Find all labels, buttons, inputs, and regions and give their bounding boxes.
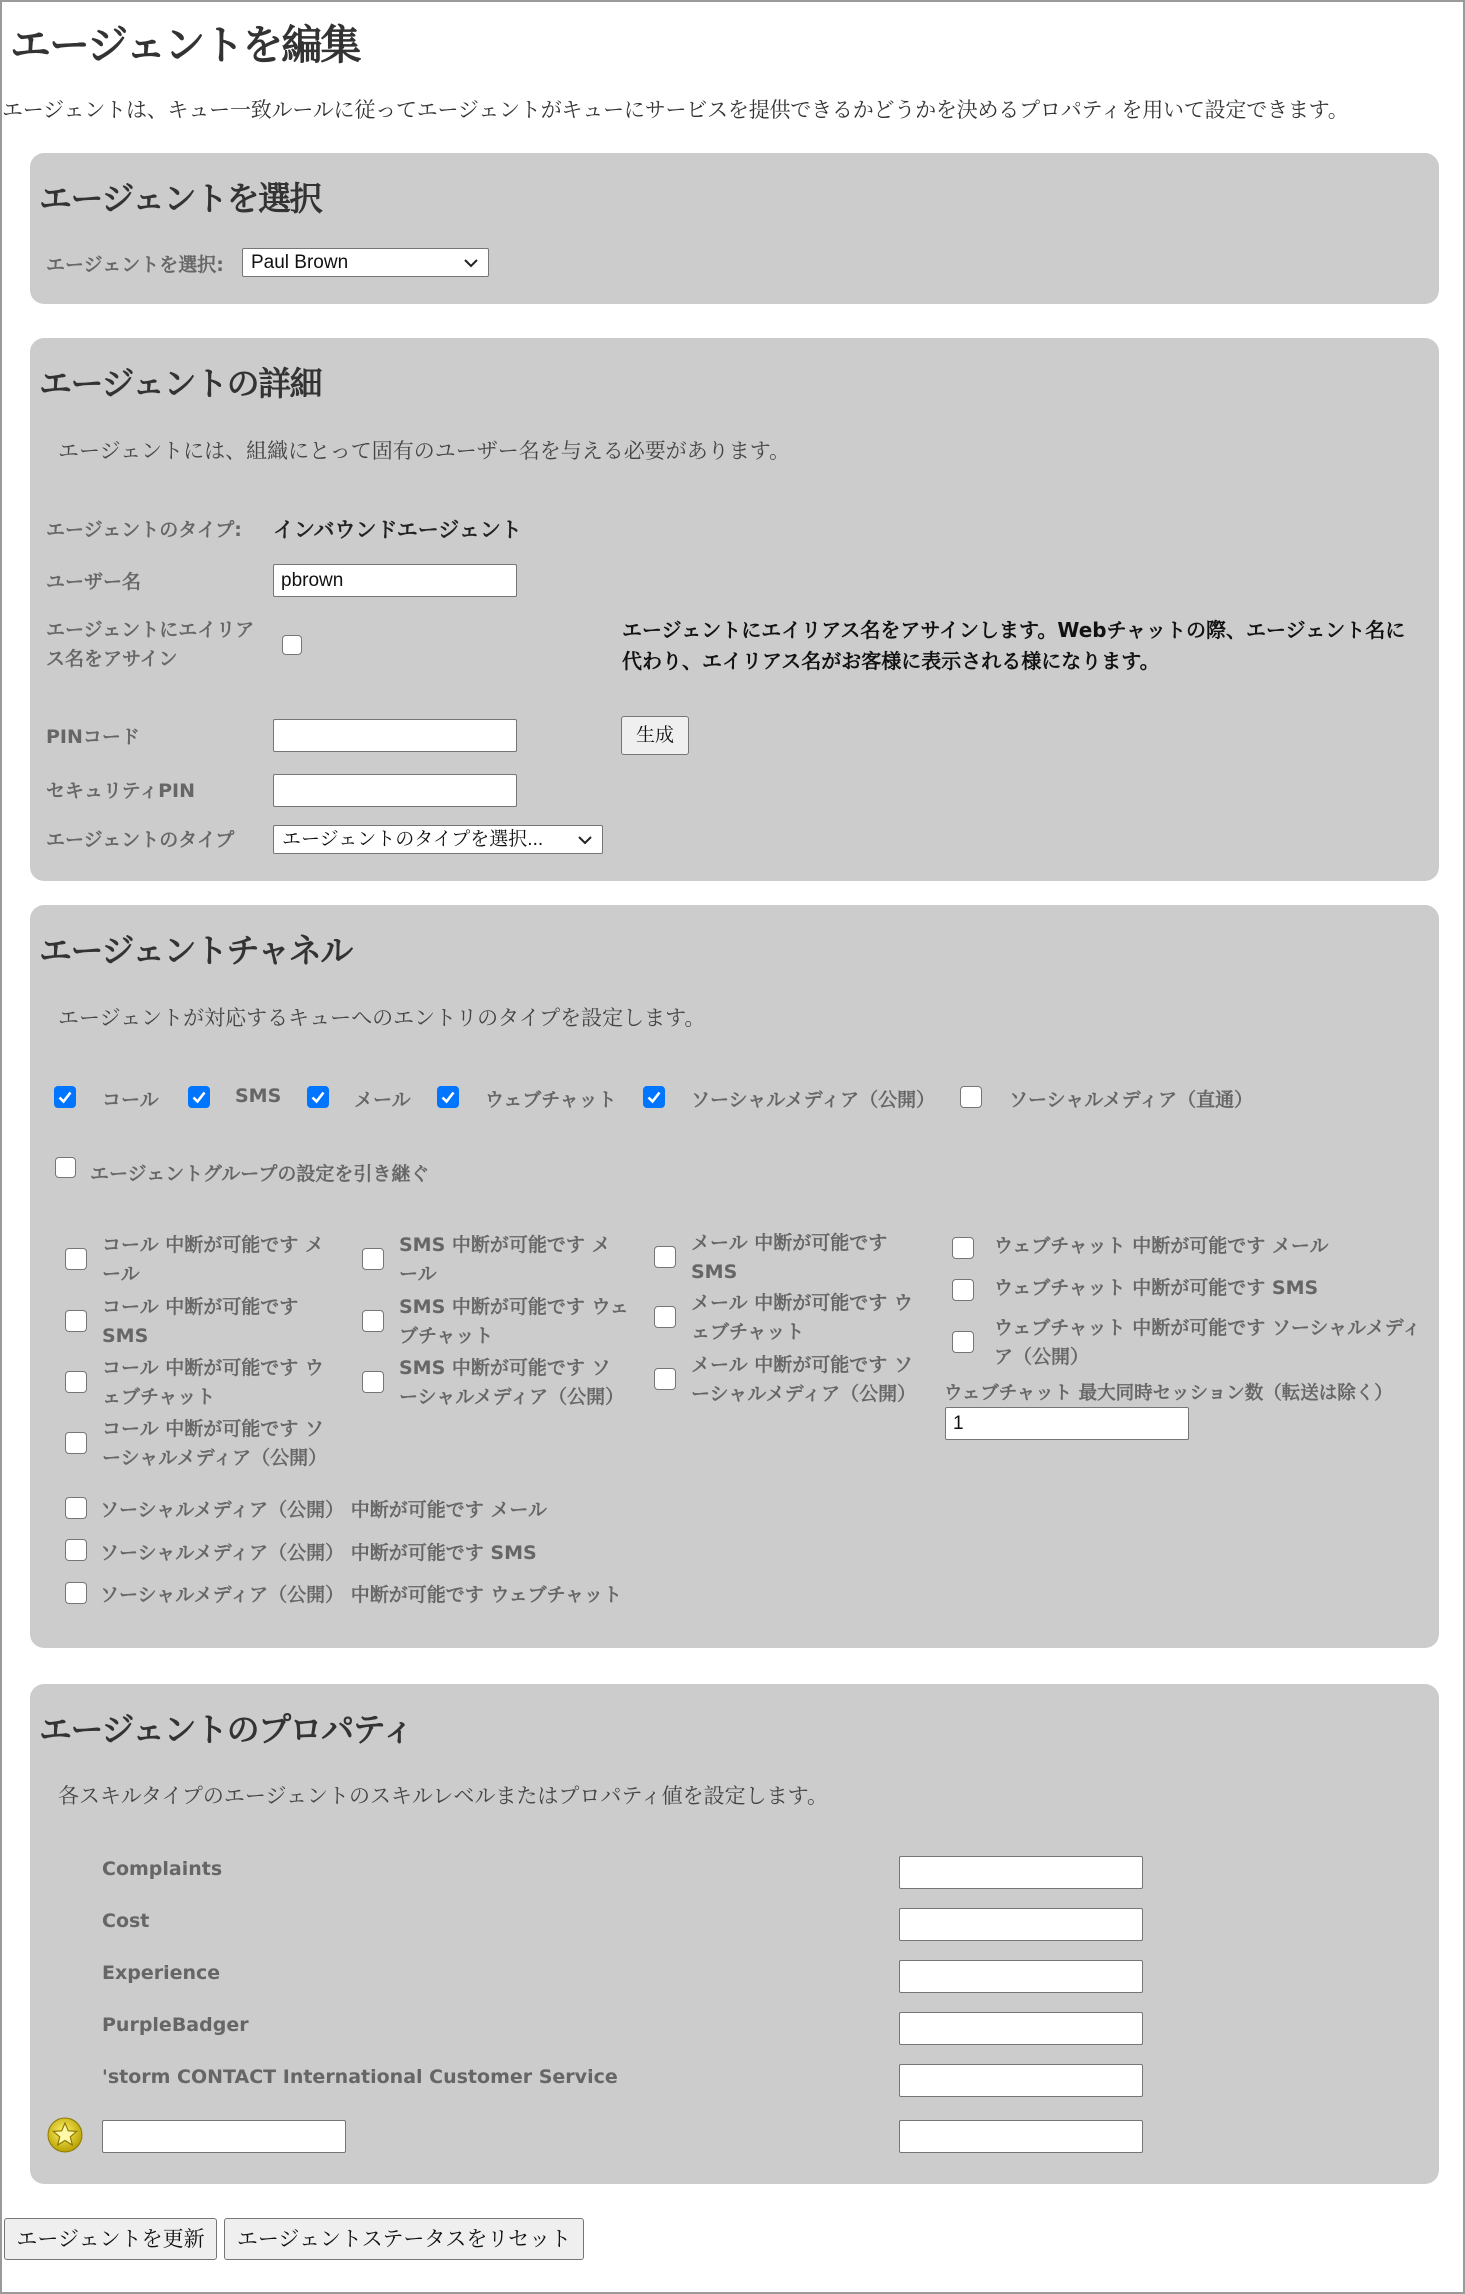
page-intro: エージェントは、キュー一致ルールに従ってエージェントがキューにサービスを提供できるかどうかを決めるプロパティを用いて設定できます。 xyxy=(2,98,1349,122)
interrupt-checkbox[interactable] xyxy=(65,1539,87,1561)
alias-checkbox[interactable] xyxy=(282,635,302,655)
agent-select[interactable] xyxy=(242,248,489,277)
channel-webchat-label: ウェブチャット xyxy=(485,1089,617,1111)
agent-properties-panel xyxy=(30,1684,1439,2184)
interrupt-checkbox[interactable] xyxy=(65,1371,87,1393)
interrupt-label: SMS 中断が可能です ソーシャルメディア（公開） xyxy=(399,1357,625,1408)
interrupt-checkbox[interactable] xyxy=(952,1237,974,1259)
security-pin-input[interactable] xyxy=(273,774,517,807)
check-icon xyxy=(440,1089,456,1105)
interrupt-checkbox[interactable] xyxy=(952,1331,974,1353)
agent-type-select-value: エージェントのタイプを選択... xyxy=(282,829,544,850)
channel-sms-label: SMS xyxy=(235,1085,282,1107)
alias-label: エージェントにエイリアス名をアサイン xyxy=(46,619,255,670)
new-property-name-input[interactable] xyxy=(102,2120,346,2153)
interrupt-label: メール 中断が可能です SMS xyxy=(691,1232,888,1283)
property-value-input[interactable] xyxy=(899,2012,1143,2045)
channel-social-direct-label: ソーシャルメディア（直通） xyxy=(1009,1089,1254,1111)
property-value-input[interactable] xyxy=(899,1960,1143,1993)
interrupt-checkbox[interactable] xyxy=(654,1246,676,1268)
max-sessions-input[interactable]: 1 xyxy=(945,1407,1189,1440)
property-value-input[interactable] xyxy=(899,1908,1143,1941)
interrupt-checkbox[interactable] xyxy=(65,1497,87,1519)
pin-label: PINコード xyxy=(46,726,140,748)
channel-social-direct-checkbox[interactable] xyxy=(960,1086,982,1108)
interrupt-checkbox[interactable] xyxy=(65,1248,87,1270)
channel-social-public-checkbox[interactable] xyxy=(643,1086,665,1108)
chevron-down-icon xyxy=(576,831,594,849)
channel-mail-checkbox[interactable] xyxy=(307,1086,329,1108)
username-input[interactable]: pbrown xyxy=(273,564,517,597)
page-title: エージェントを編集 xyxy=(10,21,360,69)
check-icon xyxy=(646,1089,662,1105)
channel-social-public-label: ソーシャルメディア（公開） xyxy=(691,1089,936,1111)
interrupt-label: ソーシャルメディア（公開） 中断が可能です メール xyxy=(100,1499,548,1521)
interrupt-label: ウェブチャット 中断が可能です メール xyxy=(994,1235,1329,1257)
interrupt-label: コール 中断が可能です ソーシャルメディア（公開） xyxy=(102,1418,328,1469)
select-agent-panel xyxy=(30,153,1439,304)
interrupt-label: ウェブチャット 中断が可能です SMS xyxy=(994,1277,1319,1299)
agent-properties-heading: エージェントのプロパティ xyxy=(39,1710,414,1749)
agent-details-heading: エージェントの詳細 xyxy=(39,364,322,403)
check-icon xyxy=(57,1089,73,1105)
agent-channels-desc: エージェントが対応するキューへのエントリのタイプを設定します。 xyxy=(58,1006,706,1030)
max-sessions-label: ウェブチャット 最大同時セッション数（転送は除く） xyxy=(944,1383,1393,1404)
property-name: Cost xyxy=(102,1910,150,1932)
interrupt-label: メール 中断が可能です ウェブチャット xyxy=(691,1292,913,1343)
channel-mail-label: メール xyxy=(354,1089,411,1111)
reset-agent-status-button[interactable]: エージェントステータスをリセット xyxy=(224,2218,584,2260)
security-pin-label: セキュリティPIN xyxy=(46,780,195,802)
property-value-input[interactable] xyxy=(899,2064,1143,2097)
property-value-input[interactable] xyxy=(899,1856,1143,1889)
alias-note: エージェントにエイリアス名をアサインします。Webチャットの際、エージェント名に代わり、エイリアス名がお客様に表示される様になります。 xyxy=(622,618,1406,673)
interrupt-label: ウェブチャット 中断が可能です ソーシャルメディア（公開） xyxy=(994,1317,1422,1368)
interrupt-checkbox[interactable] xyxy=(65,1310,87,1332)
interrupt-label: ソーシャルメディア（公開） 中断が可能です ウェブチャット xyxy=(100,1584,623,1606)
agent-channels-panel xyxy=(30,905,1439,1648)
agent-type-value: インバウンドエージェント xyxy=(273,518,522,542)
agent-properties-desc: 各スキルタイプのエージェントのスキルレベルまたはプロパティ値を設定します。 xyxy=(58,1784,828,1808)
interrupt-label: メール 中断が可能です ソーシャルメディア（公開） xyxy=(691,1354,917,1405)
interrupt-checkbox[interactable] xyxy=(362,1371,384,1393)
agent-type-select-label: エージェントのタイプ xyxy=(46,829,235,851)
update-agent-button[interactable]: エージェントを更新 xyxy=(4,2218,217,2260)
interrupt-checkbox[interactable] xyxy=(362,1248,384,1270)
star-icon[interactable] xyxy=(46,2116,84,2154)
channel-sms-checkbox[interactable] xyxy=(188,1086,210,1108)
chevron-down-icon xyxy=(462,254,480,272)
interrupt-checkbox[interactable] xyxy=(362,1310,384,1332)
agent-details-desc: エージェントには、組織にとって固有のユーザー名を与える必要があります。 xyxy=(58,439,791,463)
generate-button[interactable]: 生成 xyxy=(621,716,689,755)
agent-type-select[interactable] xyxy=(273,825,603,854)
channel-webchat-checkbox[interactable] xyxy=(437,1086,459,1108)
select-agent-label: エージェントを選択: xyxy=(46,254,224,276)
new-property-value-input[interactable] xyxy=(899,2120,1143,2153)
interrupt-label: コール 中断が可能です ウェブチャット xyxy=(102,1357,324,1408)
interrupt-label: SMS 中断が可能です ウェブチャット xyxy=(399,1296,629,1347)
check-icon xyxy=(310,1089,326,1105)
pin-input[interactable] xyxy=(273,719,517,752)
username-label: ユーザー名 xyxy=(46,571,142,593)
property-name: PurpleBadger xyxy=(102,2014,249,2036)
channel-call-label: コール xyxy=(102,1089,159,1111)
interrupt-checkbox[interactable] xyxy=(654,1306,676,1328)
agent-select-value: Paul Brown xyxy=(251,252,349,273)
channel-call-checkbox[interactable] xyxy=(54,1086,76,1108)
interrupt-label: コール 中断が可能です メール xyxy=(102,1234,324,1285)
select-agent-heading: エージェントを選択 xyxy=(39,179,322,218)
interrupt-checkbox[interactable] xyxy=(654,1368,676,1390)
interrupt-checkbox[interactable] xyxy=(65,1582,87,1604)
interrupt-checkbox[interactable] xyxy=(952,1279,974,1301)
inherit-group-label: エージェントグループの設定を引き継ぐ xyxy=(90,1163,430,1185)
property-name: Experience xyxy=(102,1962,221,1984)
interrupt-label: コール 中断が可能です SMS xyxy=(102,1296,299,1347)
agent-channels-heading: エージェントチャネル xyxy=(39,931,352,970)
property-name: Complaints xyxy=(102,1858,223,1880)
inherit-group-checkbox[interactable] xyxy=(55,1157,76,1178)
check-icon xyxy=(191,1089,207,1105)
interrupt-label: ソーシャルメディア（公開） 中断が可能です SMS xyxy=(100,1542,537,1564)
agent-details-panel xyxy=(30,338,1439,881)
interrupt-label: SMS 中断が可能です メール xyxy=(399,1234,611,1285)
interrupt-checkbox[interactable] xyxy=(65,1432,87,1454)
property-name: 'storm CONTACT International Customer Service xyxy=(102,2066,618,2088)
agent-type-label: エージェントのタイプ: xyxy=(46,519,242,541)
